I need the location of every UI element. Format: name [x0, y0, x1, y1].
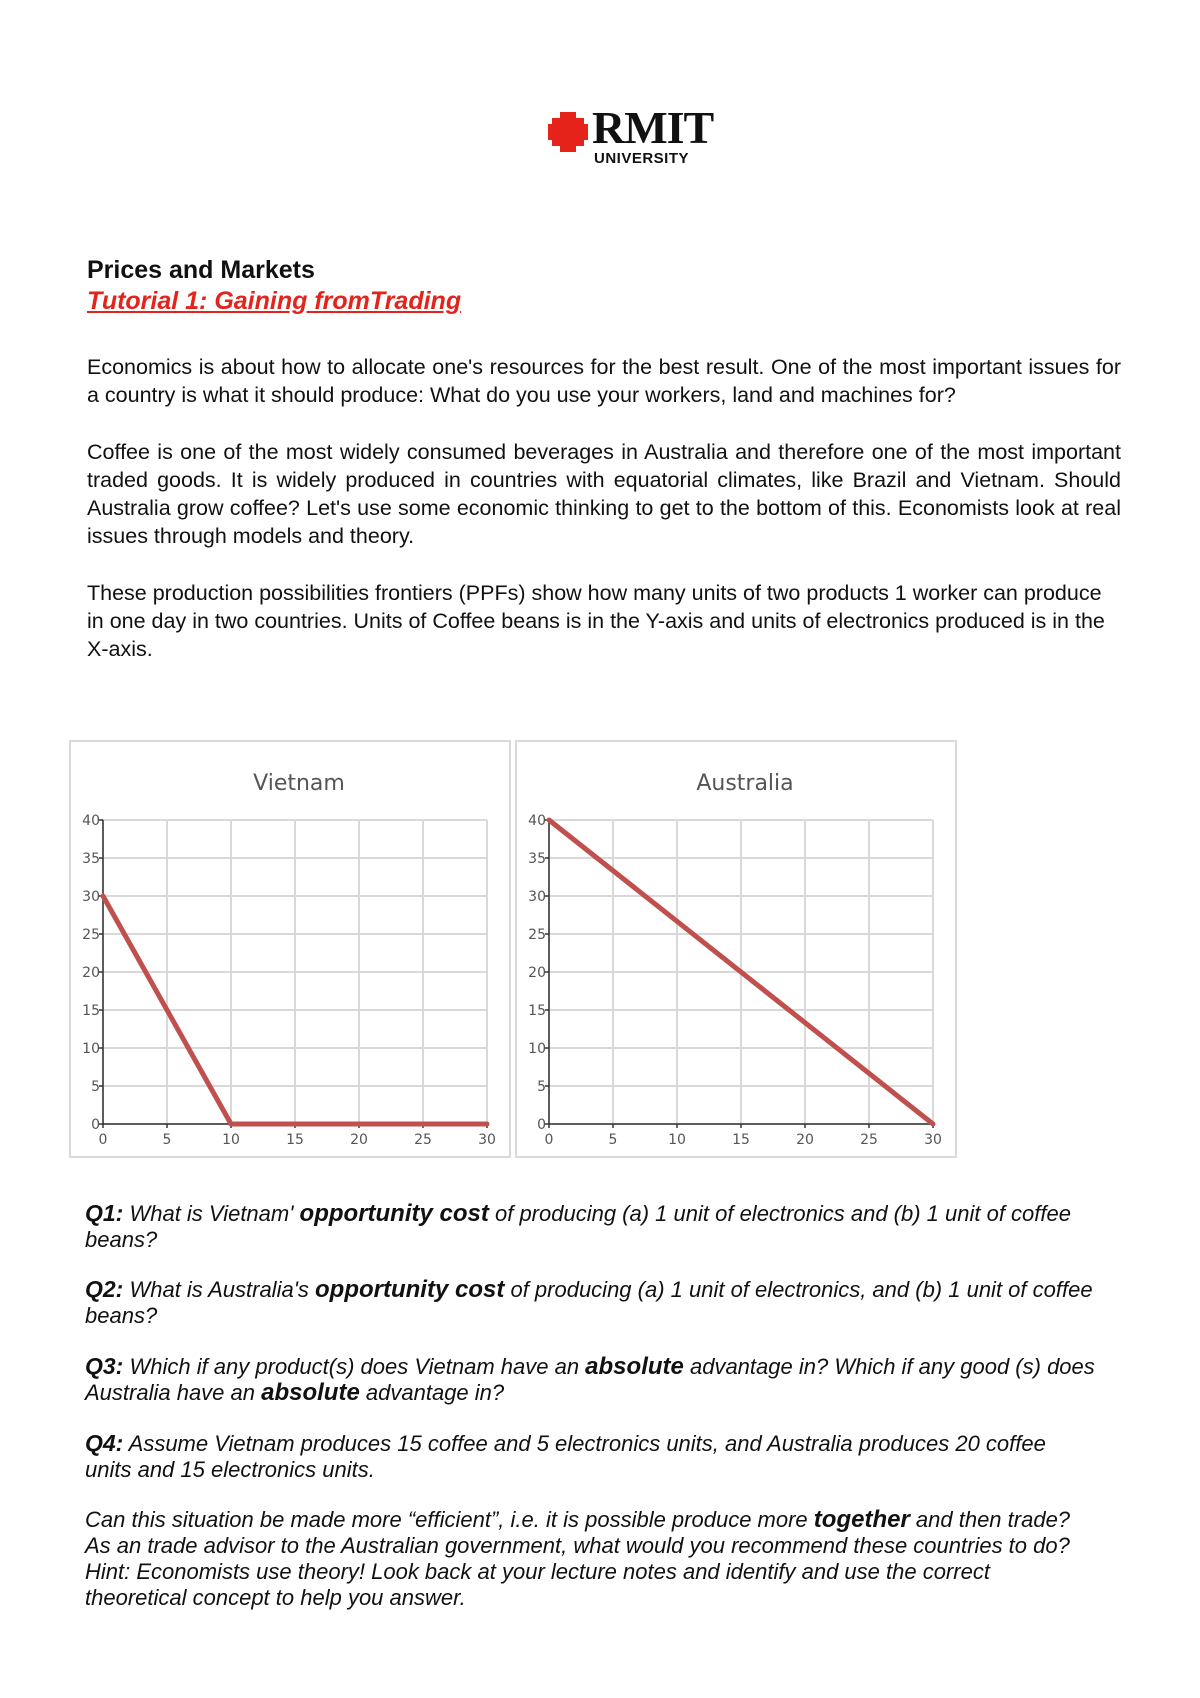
y-tick-label: 10	[82, 1041, 100, 1057]
x-tick-label: 0	[98, 1132, 108, 1148]
question-3-number: Q3:	[85, 1353, 124, 1379]
question-2	[85, 1276, 1095, 1329]
question-4-text: Assume Vietnam produces 15 coffee and 5 electronics units, and Australia produces 20 coffee units and 15 electronics units.	[85, 1431, 1046, 1482]
y-tick-label: 0	[537, 1117, 546, 1133]
x-tick-label: 5	[162, 1132, 172, 1148]
question-5-text-b: and then trade? As an trade advisor to the Australian government, what would you recommend these countries to do? Hint: Economists use theory! Look back at your lecture notes and identify and use the correct theoretical concept to help you answer.	[85, 1507, 1071, 1610]
x-tick-label: 30	[924, 1132, 942, 1148]
rmit-logo	[548, 102, 718, 168]
y-tick-label: 40	[82, 813, 100, 829]
y-tick-label: 15	[528, 1003, 546, 1019]
y-tick-label: 30	[528, 889, 546, 905]
x-tick-label: 10	[668, 1132, 686, 1148]
x-tick-label: 25	[414, 1132, 432, 1148]
y-tick-label: 35	[82, 851, 100, 867]
y-tick-label: 25	[82, 927, 100, 943]
page-title: Prices and Markets	[87, 256, 315, 284]
y-tick-label: 5	[91, 1079, 100, 1095]
chart-panel-australia	[515, 740, 957, 1158]
question-1-text-b: of producing (a) 1 unit of electronics and (b) 1 unit of coffee beans?	[85, 1201, 1071, 1252]
rmit-pixel-mark-icon	[548, 112, 588, 152]
x-tick-label: 0	[544, 1132, 554, 1148]
x-tick-label: 5	[608, 1132, 618, 1148]
y-tick-label: 20	[82, 965, 100, 981]
question-2-text-b: of producing (a) 1 unit of electronics, and (b) 1 unit of coffee beans?	[85, 1277, 1093, 1328]
question-4	[85, 1430, 1095, 1483]
question-1	[85, 1200, 1095, 1253]
question-5-emphasis: together	[813, 1506, 910, 1533]
question-4-number: Q4:	[85, 1430, 124, 1456]
page-subtitle: Tutorial 1: Gaining fromTrading	[87, 287, 462, 315]
chart-australia	[517, 742, 955, 1156]
y-tick-label: 5	[537, 1079, 546, 1095]
question-3-emphasis: absolute	[585, 1353, 684, 1380]
y-tick-label: 25	[528, 927, 546, 943]
logo-wordmark: RMIT	[592, 102, 714, 153]
x-tick-label: 15	[732, 1132, 750, 1148]
paragraph-coffee: Coffee is one of the most widely consumed beverages in Australia and therefore one of the most important traded goods. It is widely produced in countries with equatorial climates, like Brazil and Vietnam. Should Australia grow coffee? Let's use some economic thinking to get to the bottom of this. Economists look at real issues through models and theory.	[87, 440, 1121, 548]
x-tick-label: 30	[478, 1132, 496, 1148]
paragraph-ppf: These production possibilities frontiers (PPFs) show how many units of two products 1 worker can produce in one day in two countries. Units of Coffee beans is in the Y-axis and units of electronics produced is in the X-axis.	[87, 581, 1105, 661]
question-3-text-a: Which if any product(s) does Vietnam have an	[123, 1354, 586, 1379]
chart-title: Australia	[696, 771, 794, 796]
logo-subtext: UNIVERSITY	[594, 150, 690, 167]
x-tick-label: 20	[350, 1132, 368, 1148]
y-tick-label: 30	[82, 889, 100, 905]
question-2-number: Q2:	[85, 1276, 124, 1302]
document-body	[87, 255, 1121, 663]
question-1-text-a: What is Vietnam'	[123, 1201, 300, 1226]
y-tick-label: 10	[528, 1041, 546, 1057]
x-tick-label: 15	[286, 1132, 304, 1148]
y-tick-label: 15	[82, 1003, 100, 1019]
ppf-charts	[69, 740, 955, 1156]
question-2-text-a: What is Australia's	[123, 1277, 316, 1302]
chart-vietnam	[71, 742, 509, 1156]
question-5-text-a: Can this situation be made more “efficient”, i.e. it is possible produce more	[85, 1507, 814, 1532]
question-1-emphasis: opportunity cost	[299, 1200, 489, 1227]
y-tick-label: 20	[528, 965, 546, 981]
chart-title: Vietnam	[253, 771, 345, 796]
y-tick-label: 40	[528, 813, 546, 829]
question-3	[85, 1353, 1095, 1406]
question-3-emphasis-2: absolute	[261, 1379, 360, 1406]
gridlines	[103, 820, 487, 1124]
question-3-text-b: advantage in? Which if any good (s) does Australia have an	[85, 1354, 1095, 1405]
y-tick-label: 35	[528, 851, 546, 867]
question-1-number: Q1:	[85, 1200, 124, 1226]
paragraph-intro: Economics is about how to allocate one's resources for the best result. One of the most important issues for a country is what it should produce: What do you use your workers, land and machines for?	[87, 355, 1121, 407]
question-3-text-c: advantage in?	[359, 1380, 505, 1405]
question-5	[85, 1507, 1095, 1611]
question-2-emphasis: opportunity cost	[315, 1276, 505, 1303]
y-tick-label: 0	[91, 1117, 100, 1133]
x-tick-label: 10	[222, 1132, 240, 1148]
x-tick-label: 25	[860, 1132, 878, 1148]
chart-panel-vietnam	[69, 740, 511, 1158]
x-tick-label: 20	[796, 1132, 814, 1148]
